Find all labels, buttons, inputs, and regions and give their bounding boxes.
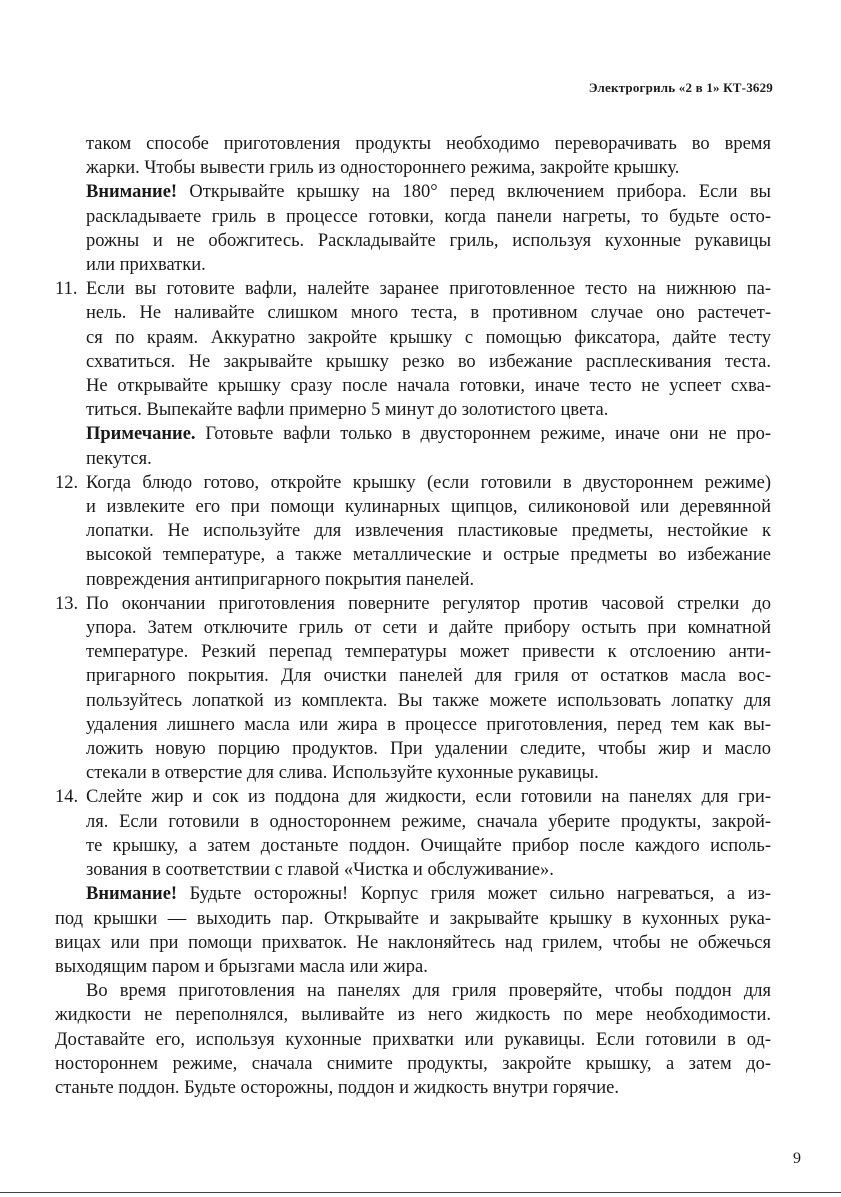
item-number: 13. bbox=[55, 593, 79, 614]
continuation-block bbox=[86, 132, 771, 277]
text-line: жарки. Чтобы вывести гриль из одностороннего режима, закройте крышку. bbox=[86, 158, 680, 179]
final-paragraph bbox=[55, 979, 771, 1100]
text-line: ложить новую порцию продуктов. При удалении следите, чтобы жир и масло bbox=[86, 739, 771, 760]
text-line: зования в соответствии с главой «Чистка и обслуживание». bbox=[86, 860, 554, 881]
text-line: таком способе приготовления продукты необходимо переворачивать во время bbox=[86, 134, 771, 154]
text-line: рожны и не обожгитесь. Раскладывайте гриль, используя кухонные рукавицы bbox=[86, 230, 771, 251]
page-body bbox=[55, 132, 771, 1100]
list-item-12 bbox=[55, 471, 771, 592]
text-line: повреждения антипригарного покрытия панелей. bbox=[86, 569, 475, 590]
text-line: жидкости не переполнялся, выливайте из него жидкость по мере необходимости. bbox=[55, 1005, 771, 1026]
text-line: пекутся. bbox=[86, 448, 152, 469]
text-line: схватиться. Не закрывайте крышку резко во избежание расплескивания теста. bbox=[86, 351, 771, 372]
final-warning bbox=[55, 882, 771, 979]
list-item-14 bbox=[55, 785, 771, 882]
text-line: Если вы готовите вафли, налейте заранее приготовленное тесто на нижнюю па- bbox=[86, 279, 771, 300]
note-label: Примечание. bbox=[86, 424, 196, 445]
text-line: Доставайте его, используя кухонные прихватки или рукавицы. Если готовили в од- bbox=[55, 1029, 771, 1050]
running-header: Электрогриль «2 в 1» КТ-3629 bbox=[588, 80, 773, 95]
text-line: вицах или при помощи прихваток. Не наклоняйтесь над грилем, чтобы не обжечься bbox=[55, 932, 771, 953]
text-line: раскладываете гриль в процессе готовки, когда панели нагреты, то будьте осто- bbox=[86, 206, 771, 227]
text-line: Во время приготовления на панелях для гриля проверяйте, чтобы поддон для bbox=[86, 981, 771, 1002]
text-line: Когда блюдо готово, откройте крышку (если готовили в двустороннем режиме) bbox=[86, 472, 771, 493]
text-line: удаления лишнего масла или жира в процессе приготовления, перед тем как вы- bbox=[86, 714, 771, 735]
item-number: 11. bbox=[55, 279, 78, 300]
item-number: 12. bbox=[55, 472, 79, 493]
text-line: нель. Не наливайте слишком много теста, в противном случае оно растечет- bbox=[86, 303, 771, 324]
item-number: 14. bbox=[55, 787, 79, 808]
text-line: под крышки — выходить пар. Открывайте и закрывайте крышку в кухонных рука- bbox=[55, 908, 771, 929]
note-text: Готовьте вафли только в двустороннем режиме, иначе они не про- bbox=[205, 424, 772, 445]
text-line: температуре. Резкий перепад температуры может привести к отслоению анти- bbox=[86, 642, 771, 663]
text-line: выходящим паром и брызгами масла или жира. bbox=[55, 956, 428, 977]
bottom-divider bbox=[0, 1192, 841, 1193]
text-line: стекали в отверстие для слива. Используйте кухонные рукавицы. bbox=[86, 763, 599, 784]
text-line: ся по краям. Аккуратно закройте крышку с помощью фиксатора, дайте тесту bbox=[86, 327, 771, 348]
page-number: 9 bbox=[793, 1150, 801, 1167]
list-item-13 bbox=[55, 592, 771, 786]
warning-text: Открывайте крышку на 180° перед включением прибора. Если вы bbox=[189, 182, 771, 203]
text-line: пригарного покрытия. Для очистки панелей для гриля от остатков масла вос- bbox=[86, 666, 771, 687]
text-line: лопатки. Не используйте для извлечения пластиковые предметы, нестойкие к bbox=[86, 521, 771, 542]
text-line: Не открывайте крышку сразу после начала готовки, иначе тесто не успеет схва- bbox=[86, 376, 771, 397]
text-line: высокой температуре, а также металлические и острые предметы во избежание bbox=[86, 545, 771, 566]
text-line: Слейте жир и сок из поддона для жидкости, если готовили на панелях для гри- bbox=[86, 787, 771, 808]
warning-line bbox=[86, 180, 771, 204]
text-line: упора. Затем отключите гриль от сети и дайте прибору остыть при комнатной bbox=[86, 618, 771, 639]
text-line: титься. Выпекайте вафли примерно 5 минут до золотистого цвета. bbox=[86, 400, 609, 421]
text-line: По окончании приготовления поверните регулятор против часовой стрелки до bbox=[86, 593, 771, 614]
text-line: станьте поддон. Будьте осторожны, поддон и жидкость внутри горячие. bbox=[55, 1077, 619, 1098]
text-line: ля. Если готовили в одностороннем режиме, сначала уберите продукты, закрой- bbox=[86, 811, 771, 832]
list-item-11 bbox=[55, 277, 772, 471]
warning-text: Будьте осторожны! Корпус гриля может сильно нагреваться, а из- bbox=[189, 884, 771, 905]
warning-label: Внимание! bbox=[86, 884, 178, 905]
text-line: ностороннем режиме, сначала снимите продукты, закройте крышку, а затем до- bbox=[55, 1053, 771, 1074]
text-line: и извлеките его при помощи кулинарных щипцов, силиконовой или деревянной bbox=[86, 497, 771, 518]
text-line: те крышку, а затем достаньте поддон. Очищайте прибор после каждого исполь- bbox=[86, 835, 771, 856]
text-line: пользуйтесь лопаткой из комплекта. Вы также можете использовать лопатку для bbox=[86, 690, 771, 711]
warning-line bbox=[55, 882, 771, 906]
warning-label: Внимание! bbox=[86, 182, 178, 203]
note-line bbox=[86, 422, 771, 446]
text-line: или прихватки. bbox=[86, 255, 206, 276]
